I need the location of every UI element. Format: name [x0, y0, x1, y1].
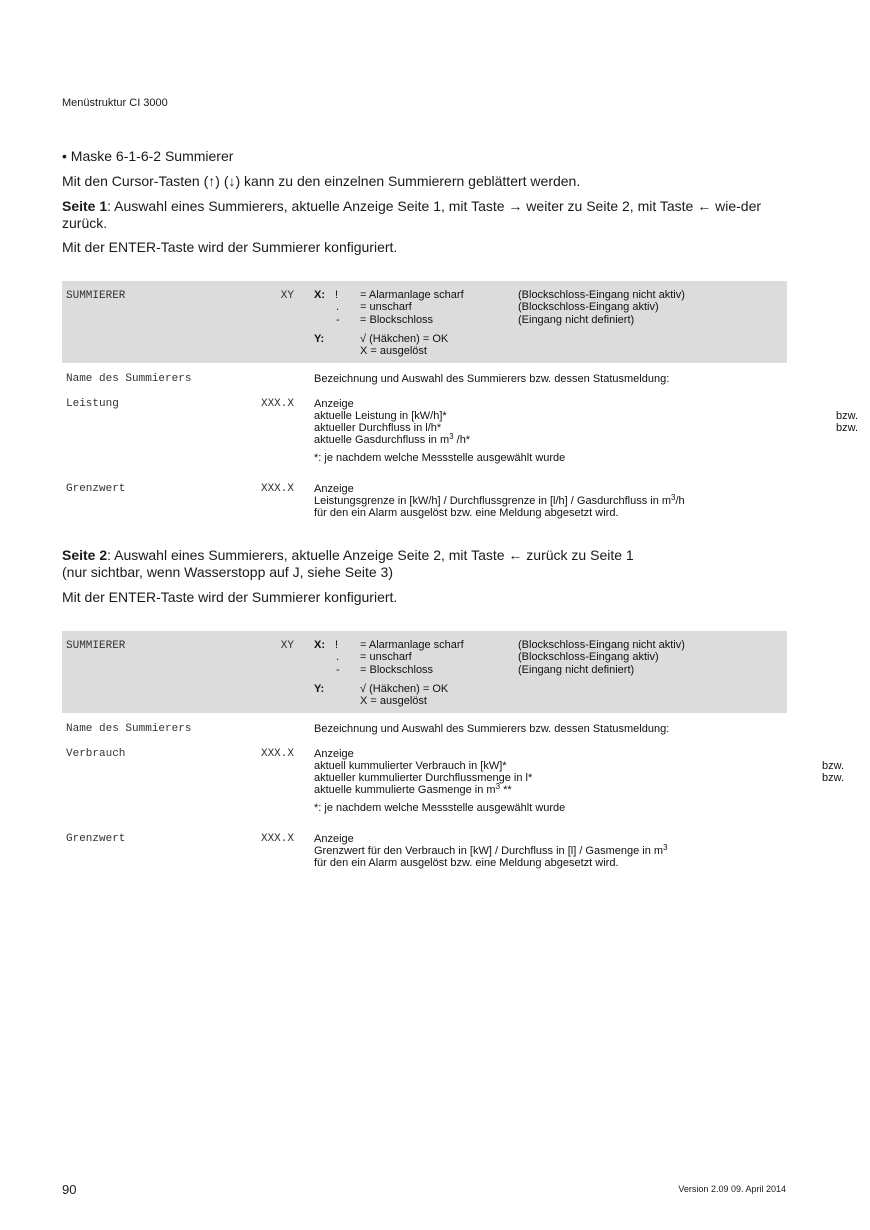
- leistung-bzw2: bzw.: [836, 422, 859, 434]
- legend-sym-dash: -: [336, 314, 340, 326]
- seite1-paragraph: [62, 198, 787, 232]
- leistung-line4-text: aktuelle Gasdurchfluss in m: [314, 434, 450, 446]
- version-info: Version 2.09 09. April 2014: [678, 1184, 786, 1194]
- grenzwert-line3: für den ein Alarm ausgelöst bzw. eine Meldung abgesetzt wird.: [314, 857, 619, 869]
- name-desc: Bezeichnung und Auswahl des Summierers bzw. dessen Statusmeldung:: [314, 373, 670, 385]
- legend-sym-dot: .: [336, 301, 340, 313]
- mask-bullet: [62, 148, 233, 164]
- legend-blockschloss: = Blockschloss: [360, 664, 434, 676]
- grenzwert-line2-sup: 3: [671, 493, 676, 502]
- verbrauch-line3: aktueller kummulierter Durchflussmenge in l*: [314, 772, 533, 784]
- legend-sym-excl: !: [335, 639, 339, 651]
- panel-xy: XY: [280, 640, 294, 652]
- summierer-panel: [62, 281, 787, 363]
- legend-unscharf: = unscharf: [360, 651, 412, 663]
- grenzwert-value: XXX.X: [260, 483, 294, 495]
- verbrauch-line4-suffix: **: [500, 784, 512, 796]
- legend-note-scharf: (Blockschloss-Eingang nicht aktiv): [518, 639, 685, 651]
- leistung-line2: aktuelle Leistung in [kW/h]*: [314, 410, 447, 422]
- name-label: Name des Summierers: [66, 373, 192, 385]
- legend-note-scharf: (Blockschloss-Eingang nicht aktiv): [518, 289, 685, 301]
- name-label: Name des Summierers: [66, 723, 192, 735]
- leistung-line4-sup: 3: [449, 432, 454, 441]
- verbrauch-desc: [314, 748, 845, 814]
- legend-sym-excl: !: [335, 289, 339, 301]
- verbrauch-bzw1: bzw.: [822, 760, 845, 772]
- verbrauch-bzw2: bzw.: [822, 772, 845, 784]
- legend-alarm-scharf: = Alarmanlage scharf: [360, 289, 464, 301]
- legend-y-ausgeloest: X = ausgelöst: [360, 695, 427, 707]
- seite1-text: : Auswahl eines Summierers, aktuelle Anzeige Seite 1, mit Taste → weiter zu Seite 2, mit Taste ← wie-der zurück.: [62, 198, 762, 231]
- mask-title: Maske 6-1-6-2 Summierer: [70, 148, 234, 164]
- row-name: [62, 373, 787, 393]
- grenzwert-desc: [314, 833, 784, 869]
- legend-y-ok: √ (Häkchen) = OK: [360, 333, 449, 345]
- verbrauch-note: *: je nachdem welche Messstelle ausgewählt wurde: [314, 802, 566, 814]
- legend-unscharf: = unscharf: [360, 301, 412, 313]
- row-grenzwert: [62, 833, 787, 873]
- seite2-paragraph: [62, 547, 787, 564]
- legend-y-ausgeloest: X = ausgelöst: [360, 345, 427, 357]
- leistung-value: XXX.X: [260, 398, 294, 410]
- leistung-note: *: je nachdem welche Messstelle ausgewählt wurde: [314, 452, 566, 464]
- grenzwert-desc: [314, 483, 784, 519]
- summierer-table-page1: [62, 281, 859, 519]
- verbrauch-line2: aktuell kummulierter Verbrauch in [kW]*: [314, 760, 507, 772]
- document-header: Menüstruktur CI 3000: [62, 97, 168, 109]
- leistung-desc: [314, 398, 859, 464]
- grenzwert-label: Grenzwert: [66, 483, 126, 495]
- leistung-line1: Anzeige: [314, 398, 354, 410]
- summierer-panel: [62, 631, 787, 713]
- seite2-heading: Seite 2: [62, 547, 108, 563]
- legend-y-label: Y:: [314, 683, 325, 695]
- verbrauch-line4: [314, 784, 784, 796]
- leistung-line4: [314, 434, 784, 446]
- legend-x-label: X:: [314, 639, 325, 651]
- summierer-table-page2: [62, 631, 845, 869]
- bullet-symbol: •: [62, 148, 67, 164]
- verbrauch-label: Verbrauch: [66, 748, 126, 760]
- grenzwert-line2-suffix: /h: [675, 495, 685, 507]
- grenzwert-label: Grenzwert: [66, 833, 126, 845]
- enter-text-1: Mit der ENTER-Taste wird der Summierer konfiguriert.: [62, 239, 398, 255]
- verbrauch-line4-sup: 3: [495, 782, 501, 791]
- row-grenzwert: [62, 483, 787, 523]
- grenzwert-line2-text: Leistungsgrenze in [kW/h] / Durchflussgrenze in [l/h] / Gasdurchfluss in m: [314, 495, 672, 507]
- grenzwert-value: XXX.X: [260, 833, 294, 845]
- verbrauch-value: XXX.X: [260, 748, 294, 760]
- grenzwert-line2-sup: 3: [663, 843, 668, 852]
- grenzwert-line2: [314, 495, 784, 507]
- grenzwert-line2: [314, 845, 784, 857]
- verbrauch-line4-text: aktuelle kummulierte Gasmenge in m: [314, 784, 496, 796]
- legend-x-label: X:: [314, 289, 325, 301]
- seite1-heading: Seite 1: [62, 198, 108, 214]
- panel-title: SUMMIERER: [66, 640, 126, 652]
- legend-note-block: (Eingang nicht definiert): [518, 664, 635, 676]
- cursor-text: Mit den Cursor-Tasten (↑) (↓) kann zu den einzelnen Summierern geblättert werden.: [62, 173, 581, 189]
- row-leistung: [62, 398, 859, 478]
- grenzwert-line2-text: Grenzwert für den Verbrauch in [kW] / Durchfluss in [l] / Gasmenge in m: [314, 845, 664, 857]
- leistung-line4-suffix: /h*: [453, 434, 471, 446]
- legend-sym-dot: .: [336, 651, 340, 663]
- legend-y-label: Y:: [314, 333, 325, 345]
- seite2-line2: (nur sichtbar, wenn Wasserstopp auf J, siehe Seite 3): [62, 564, 393, 580]
- legend-note-block: (Eingang nicht definiert): [518, 314, 635, 326]
- seite2-text: : Auswahl eines Summierers, aktuelle Anzeige Seite 2, mit Taste ← zurück zu Seite 1: [107, 547, 634, 563]
- panel-xy: XY: [280, 290, 294, 302]
- enter-text-2: Mit der ENTER-Taste wird der Summierer konfiguriert.: [62, 589, 398, 605]
- name-desc: Bezeichnung und Auswahl des Summierers bzw. dessen Statusmeldung:: [314, 723, 670, 735]
- legend-alarm-scharf: = Alarmanlage scharf: [360, 639, 464, 651]
- row-name: [62, 723, 787, 743]
- grenzwert-line3: für den ein Alarm ausgelöst bzw. eine Meldung abgesetzt wird.: [314, 507, 619, 519]
- leistung-bzw1: bzw.: [836, 410, 859, 422]
- page-number: 90: [62, 1182, 77, 1197]
- leistung-line3: aktueller Durchfluss in l/h*: [314, 422, 442, 434]
- legend-blockschloss: = Blockschloss: [360, 314, 434, 326]
- legend-note-unscharf: (Blockschloss-Eingang aktiv): [518, 651, 659, 663]
- verbrauch-line1: Anzeige: [314, 748, 354, 760]
- row-verbrauch: [62, 748, 845, 828]
- legend-sym-dash: -: [336, 664, 340, 676]
- leistung-label: Leistung: [66, 398, 119, 410]
- legend-y-ok: √ (Häkchen) = OK: [360, 683, 449, 695]
- panel-title: SUMMIERER: [66, 290, 126, 302]
- grenzwert-line1: Anzeige: [314, 833, 354, 845]
- legend-note-unscharf: (Blockschloss-Eingang aktiv): [518, 301, 659, 313]
- grenzwert-line1: Anzeige: [314, 483, 354, 495]
